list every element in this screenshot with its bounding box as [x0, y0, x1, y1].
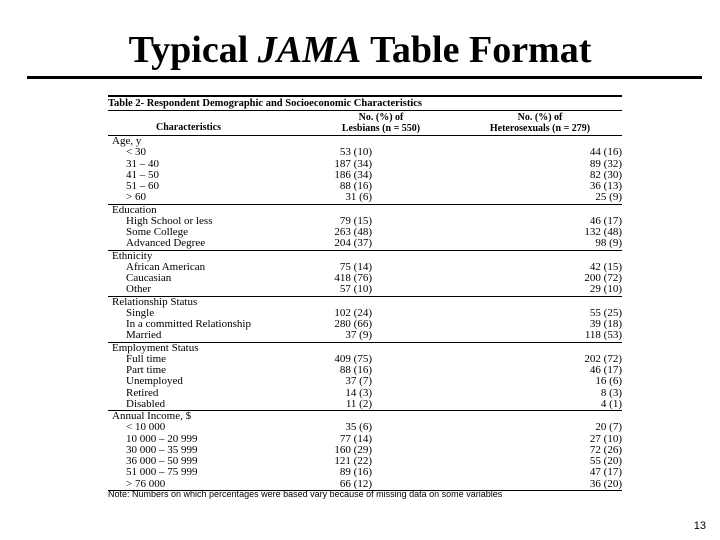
row-label: In a committed Relationship — [126, 318, 251, 330]
heterosexuals-value: 46 (17) — [589, 214, 622, 227]
section-row — [108, 204, 622, 216]
row-label: 10 000 – 20 999 — [126, 432, 198, 445]
title-prefix: Typical — [128, 29, 249, 71]
lesbians-value: 53 (10) — [339, 146, 372, 159]
heterosexuals-value: 20 (7) — [595, 421, 622, 434]
heterosexuals-value: 98 (9) — [595, 237, 622, 250]
table-row — [108, 238, 622, 249]
row-label: Full time — [126, 352, 167, 365]
row-label: Unemployed — [126, 375, 183, 388]
table-row — [108, 192, 622, 203]
heterosexuals-value: 27 (10) — [589, 432, 622, 445]
header-lesbians — [316, 112, 446, 134]
table-body — [108, 136, 622, 491]
lesbians-value: 160 (29) — [334, 443, 372, 456]
row-label: High School or less — [126, 214, 213, 227]
lesbians-value: 418 (76) — [334, 272, 372, 284]
heterosexuals-value: 46 (17) — [589, 364, 622, 376]
lesbians-value: 89 (16) — [339, 466, 372, 479]
table-row — [108, 467, 622, 478]
table-header — [108, 110, 622, 136]
header-heterosexuals-line1: No. (%) of — [517, 112, 563, 123]
lesbians-value: 37 (9) — [345, 329, 372, 342]
heterosexuals-value: 8 (3) — [600, 386, 622, 399]
lesbians-value: 88 (16) — [339, 364, 372, 376]
lesbians-value: 88 (16) — [339, 180, 372, 192]
section-label: Relationship Status — [112, 295, 198, 308]
section-label: Education — [112, 203, 157, 216]
heterosexuals-value: 36 (20) — [589, 477, 622, 490]
section-row — [108, 250, 622, 262]
heterosexuals-value: 36 (13) — [589, 180, 622, 192]
header-characteristics: Characteristics — [156, 122, 221, 133]
table-row — [108, 399, 622, 410]
heterosexuals-value: 55 (20) — [589, 455, 622, 467]
row-label: 51 – 60 — [126, 180, 159, 192]
table-row — [108, 376, 622, 387]
heterosexuals-value: 200 (72) — [584, 272, 622, 284]
heterosexuals-value: 16 (6) — [595, 375, 622, 388]
row-label: < 10 000 — [126, 421, 166, 434]
heterosexuals-value: 39 (18) — [589, 318, 622, 330]
lesbians-value: 263 (48) — [334, 226, 372, 238]
lesbians-value: 11 (2) — [345, 397, 372, 410]
section-row — [108, 342, 622, 354]
header-heterosexuals — [458, 112, 622, 134]
heterosexuals-value: 55 (25) — [589, 306, 622, 319]
heterosexuals-value: 202 (72) — [584, 352, 622, 365]
row-label: > 76 000 — [126, 477, 166, 490]
lesbians-value: 280 (66) — [334, 318, 372, 330]
row-label: 30 000 – 35 999 — [126, 443, 198, 456]
heterosexuals-value: 42 (15) — [589, 260, 622, 273]
lesbians-value: 57 (10) — [339, 283, 372, 296]
lesbians-value: 409 (75) — [334, 352, 372, 365]
lesbians-value: 79 (15) — [339, 214, 372, 227]
heterosexuals-value: 118 (53) — [584, 329, 622, 342]
lesbians-value: 66 (12) — [339, 477, 372, 490]
lesbians-value: 102 (24) — [334, 306, 372, 319]
row-label: African American — [126, 260, 206, 273]
row-label: 41 – 50 — [126, 168, 159, 181]
heterosexuals-value: 132 (48) — [584, 226, 622, 238]
title-underline — [27, 76, 702, 79]
header-lesbians-line2: Lesbians (n = 550) — [341, 123, 421, 134]
section-label: Employment Status — [112, 341, 199, 354]
heterosexuals-value: 82 (30) — [589, 168, 622, 181]
table-row — [108, 147, 622, 158]
table-row — [108, 284, 622, 295]
section-row — [108, 296, 622, 308]
section-label: Age, y — [112, 135, 142, 147]
row-label: Retired — [126, 386, 159, 399]
heterosexuals-value: 29 (10) — [589, 283, 622, 296]
lesbians-value: 204 (37) — [334, 237, 372, 250]
row-label: Some College — [126, 226, 189, 238]
heterosexuals-value: 4 (1) — [600, 397, 622, 410]
table-note: Note: Numbers on which percentages were based vary because of missing data on some variables — [108, 489, 503, 499]
row-label: Advanced Degree — [126, 237, 206, 250]
lesbians-value: 77 (14) — [339, 432, 372, 445]
heterosexuals-value: 89 (32) — [589, 157, 622, 170]
lesbians-value: 121 (22) — [334, 455, 372, 467]
table-caption: Table 2- Respondent Demographic and Socioeconomic Characteristics — [108, 95, 622, 110]
row-label: < 30 — [126, 146, 146, 159]
lesbians-value: 14 (3) — [345, 386, 372, 399]
lesbians-value: 187 (34) — [334, 157, 372, 170]
lesbians-value: 186 (34) — [334, 168, 372, 181]
heterosexuals-value: 44 (16) — [589, 146, 622, 159]
section-label: Ethnicity — [112, 249, 153, 262]
row-label: Single — [126, 306, 155, 319]
table-row — [108, 330, 622, 341]
table-row — [108, 422, 622, 433]
lesbians-value: 35 (6) — [345, 421, 372, 434]
row-label: Other — [126, 283, 152, 296]
heterosexuals-value: 72 (26) — [589, 443, 622, 456]
row-label: 31 – 40 — [126, 157, 159, 170]
lesbians-value: 31 (6) — [345, 191, 372, 204]
header-heterosexuals-line2: Heterosexuals (n = 279) — [489, 123, 591, 134]
row-label: Part time — [126, 364, 167, 376]
header-lesbians-line1: No. (%) of — [358, 112, 404, 123]
title-suffix: Table Format — [370, 29, 592, 71]
demographics-table — [108, 95, 622, 491]
row-label: Married — [126, 329, 162, 342]
row-label: > 60 — [126, 191, 146, 204]
title-journal-name: JAMA — [257, 29, 362, 71]
heterosexuals-value: 25 (9) — [595, 191, 622, 204]
row-label: Caucasian — [126, 272, 172, 284]
row-label: 51 000 – 75 999 — [126, 466, 198, 479]
slide-title — [0, 28, 720, 72]
section-label: Annual Income, $ — [112, 410, 192, 422]
lesbians-value: 37 (7) — [345, 375, 372, 388]
heterosexuals-value: 47 (17) — [589, 466, 622, 479]
page-number: 13 — [693, 520, 706, 532]
row-label: Disabled — [126, 397, 166, 410]
lesbians-value: 75 (14) — [339, 260, 372, 273]
row-label: 36 000 – 50 999 — [126, 455, 198, 467]
